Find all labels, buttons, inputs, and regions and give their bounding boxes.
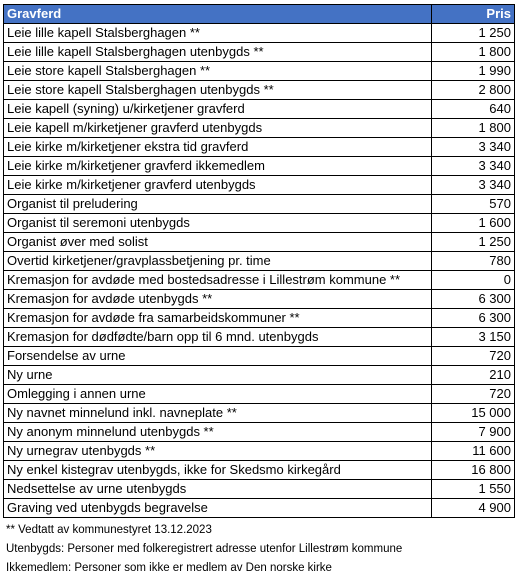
table-row bbox=[4, 271, 515, 290]
row-price: 4 900 bbox=[432, 499, 515, 518]
row-price: 6 300 bbox=[432, 309, 515, 328]
row-description: Leie kapell (syning) u/kirketjener gravferd bbox=[4, 100, 432, 119]
table-row bbox=[4, 81, 515, 100]
row-description: Forsendelse av urne bbox=[4, 347, 432, 366]
table-row bbox=[4, 461, 515, 480]
row-price: 3 340 bbox=[432, 138, 515, 157]
row-price: 1 250 bbox=[432, 24, 515, 43]
table-row bbox=[4, 385, 515, 404]
row-price: 6 300 bbox=[432, 290, 515, 309]
table-row bbox=[4, 119, 515, 138]
row-description: Kremasjon for avdøde med bostedsadresse i Lillestrøm kommune ** bbox=[4, 271, 432, 290]
table-row bbox=[4, 328, 515, 347]
row-description: Leie lille kapell Stalsberghagen ** bbox=[4, 24, 432, 43]
table-row bbox=[4, 480, 515, 499]
table-row bbox=[4, 138, 515, 157]
row-description: Ny anonym minnelund utenbygds ** bbox=[4, 423, 432, 442]
row-description: Leie store kapell Stalsberghagen ** bbox=[4, 62, 432, 81]
footnote-decision: ** Vedtatt av kommunestyret 13.12.2023 bbox=[6, 524, 212, 536]
row-description: Organist til seremoni utenbygds bbox=[4, 214, 432, 233]
row-description: Leie kirke m/kirketjener gravferd ikkemedlem bbox=[4, 157, 432, 176]
footnotes bbox=[3, 521, 514, 578]
row-description: Nedsettelse av urne utenbygds bbox=[4, 480, 432, 499]
row-price: 3 340 bbox=[432, 176, 515, 195]
row-price: 720 bbox=[432, 385, 515, 404]
table-row bbox=[4, 347, 515, 366]
table-row bbox=[4, 442, 515, 461]
row-price: 210 bbox=[432, 366, 515, 385]
row-description: Leie lille kapell Stalsberghagen utenbygds ** bbox=[4, 43, 432, 62]
footnote-ikkemedlem: Ikkemedlem: Personer som ikke er medlem av Den norske kirke bbox=[6, 562, 332, 574]
row-price: 3 340 bbox=[432, 157, 515, 176]
row-description: Ny urne bbox=[4, 366, 432, 385]
table-row bbox=[4, 62, 515, 81]
table-row bbox=[4, 309, 515, 328]
column-header-price: Pris bbox=[432, 5, 515, 24]
table-row bbox=[4, 404, 515, 423]
row-price: 16 800 bbox=[432, 461, 515, 480]
row-description: Overtid kirketjener/gravplassbetjening pr. time bbox=[4, 252, 432, 271]
row-description: Ny enkel kistegrav utenbygds, ikke for Skedsmo kirkegård bbox=[4, 461, 432, 480]
row-price: 1 250 bbox=[432, 233, 515, 252]
row-description: Leie kapell m/kirketjener gravferd utenbygds bbox=[4, 119, 432, 138]
table-row bbox=[4, 157, 515, 176]
row-price: 780 bbox=[432, 252, 515, 271]
row-price: 7 900 bbox=[432, 423, 515, 442]
table-row bbox=[4, 24, 515, 43]
row-price: 11 600 bbox=[432, 442, 515, 461]
column-header-description: Gravferd bbox=[4, 5, 432, 24]
row-price: 640 bbox=[432, 100, 515, 119]
row-price: 0 bbox=[432, 271, 515, 290]
price-sheet bbox=[3, 4, 514, 578]
row-price: 570 bbox=[432, 195, 515, 214]
row-description: Ny navnet minnelund inkl. navneplate ** bbox=[4, 404, 432, 423]
row-price: 2 800 bbox=[432, 81, 515, 100]
row-price: 720 bbox=[432, 347, 515, 366]
table-row bbox=[4, 233, 515, 252]
row-description: Kremasjon for avdøde fra samarbeidskommuner ** bbox=[4, 309, 432, 328]
table-row bbox=[4, 214, 515, 233]
table-row bbox=[4, 499, 515, 518]
row-price: 1 600 bbox=[432, 214, 515, 233]
row-description: Organist øver med solist bbox=[4, 233, 432, 252]
row-price: 3 150 bbox=[432, 328, 515, 347]
table-header-row bbox=[4, 5, 515, 24]
table-row bbox=[4, 366, 515, 385]
table-row bbox=[4, 43, 515, 62]
table-body bbox=[4, 24, 515, 518]
footnote-utenbygds: Utenbygds: Personer med folkeregistrert adresse utenfor Lillestrøm kommune bbox=[6, 543, 403, 555]
row-description: Leie kirke m/kirketjener ekstra tid gravferd bbox=[4, 138, 432, 157]
table-row bbox=[4, 176, 515, 195]
row-description: Kremasjon for dødfødte/barn opp til 6 mnd. utenbygds bbox=[4, 328, 432, 347]
table-row bbox=[4, 252, 515, 271]
row-price: 1 800 bbox=[432, 43, 515, 62]
row-description: Ny urnegrav utenbygds ** bbox=[4, 442, 432, 461]
row-price: 1 800 bbox=[432, 119, 515, 138]
row-description: Leie store kapell Stalsberghagen utenbygds ** bbox=[4, 81, 432, 100]
row-description: Organist til preludering bbox=[4, 195, 432, 214]
row-price: 1 990 bbox=[432, 62, 515, 81]
row-description: Omlegging i annen urne bbox=[4, 385, 432, 404]
row-price: 15 000 bbox=[432, 404, 515, 423]
row-description: Kremasjon for avdøde utenbygds ** bbox=[4, 290, 432, 309]
price-table bbox=[3, 4, 515, 518]
row-description: Graving ved utenbygds begravelse bbox=[4, 499, 432, 518]
row-price: 1 550 bbox=[432, 480, 515, 499]
table-row bbox=[4, 290, 515, 309]
table-row bbox=[4, 423, 515, 442]
table-row bbox=[4, 100, 515, 119]
table-row bbox=[4, 195, 515, 214]
row-description: Leie kirke m/kirketjener gravferd utenbygds bbox=[4, 176, 432, 195]
